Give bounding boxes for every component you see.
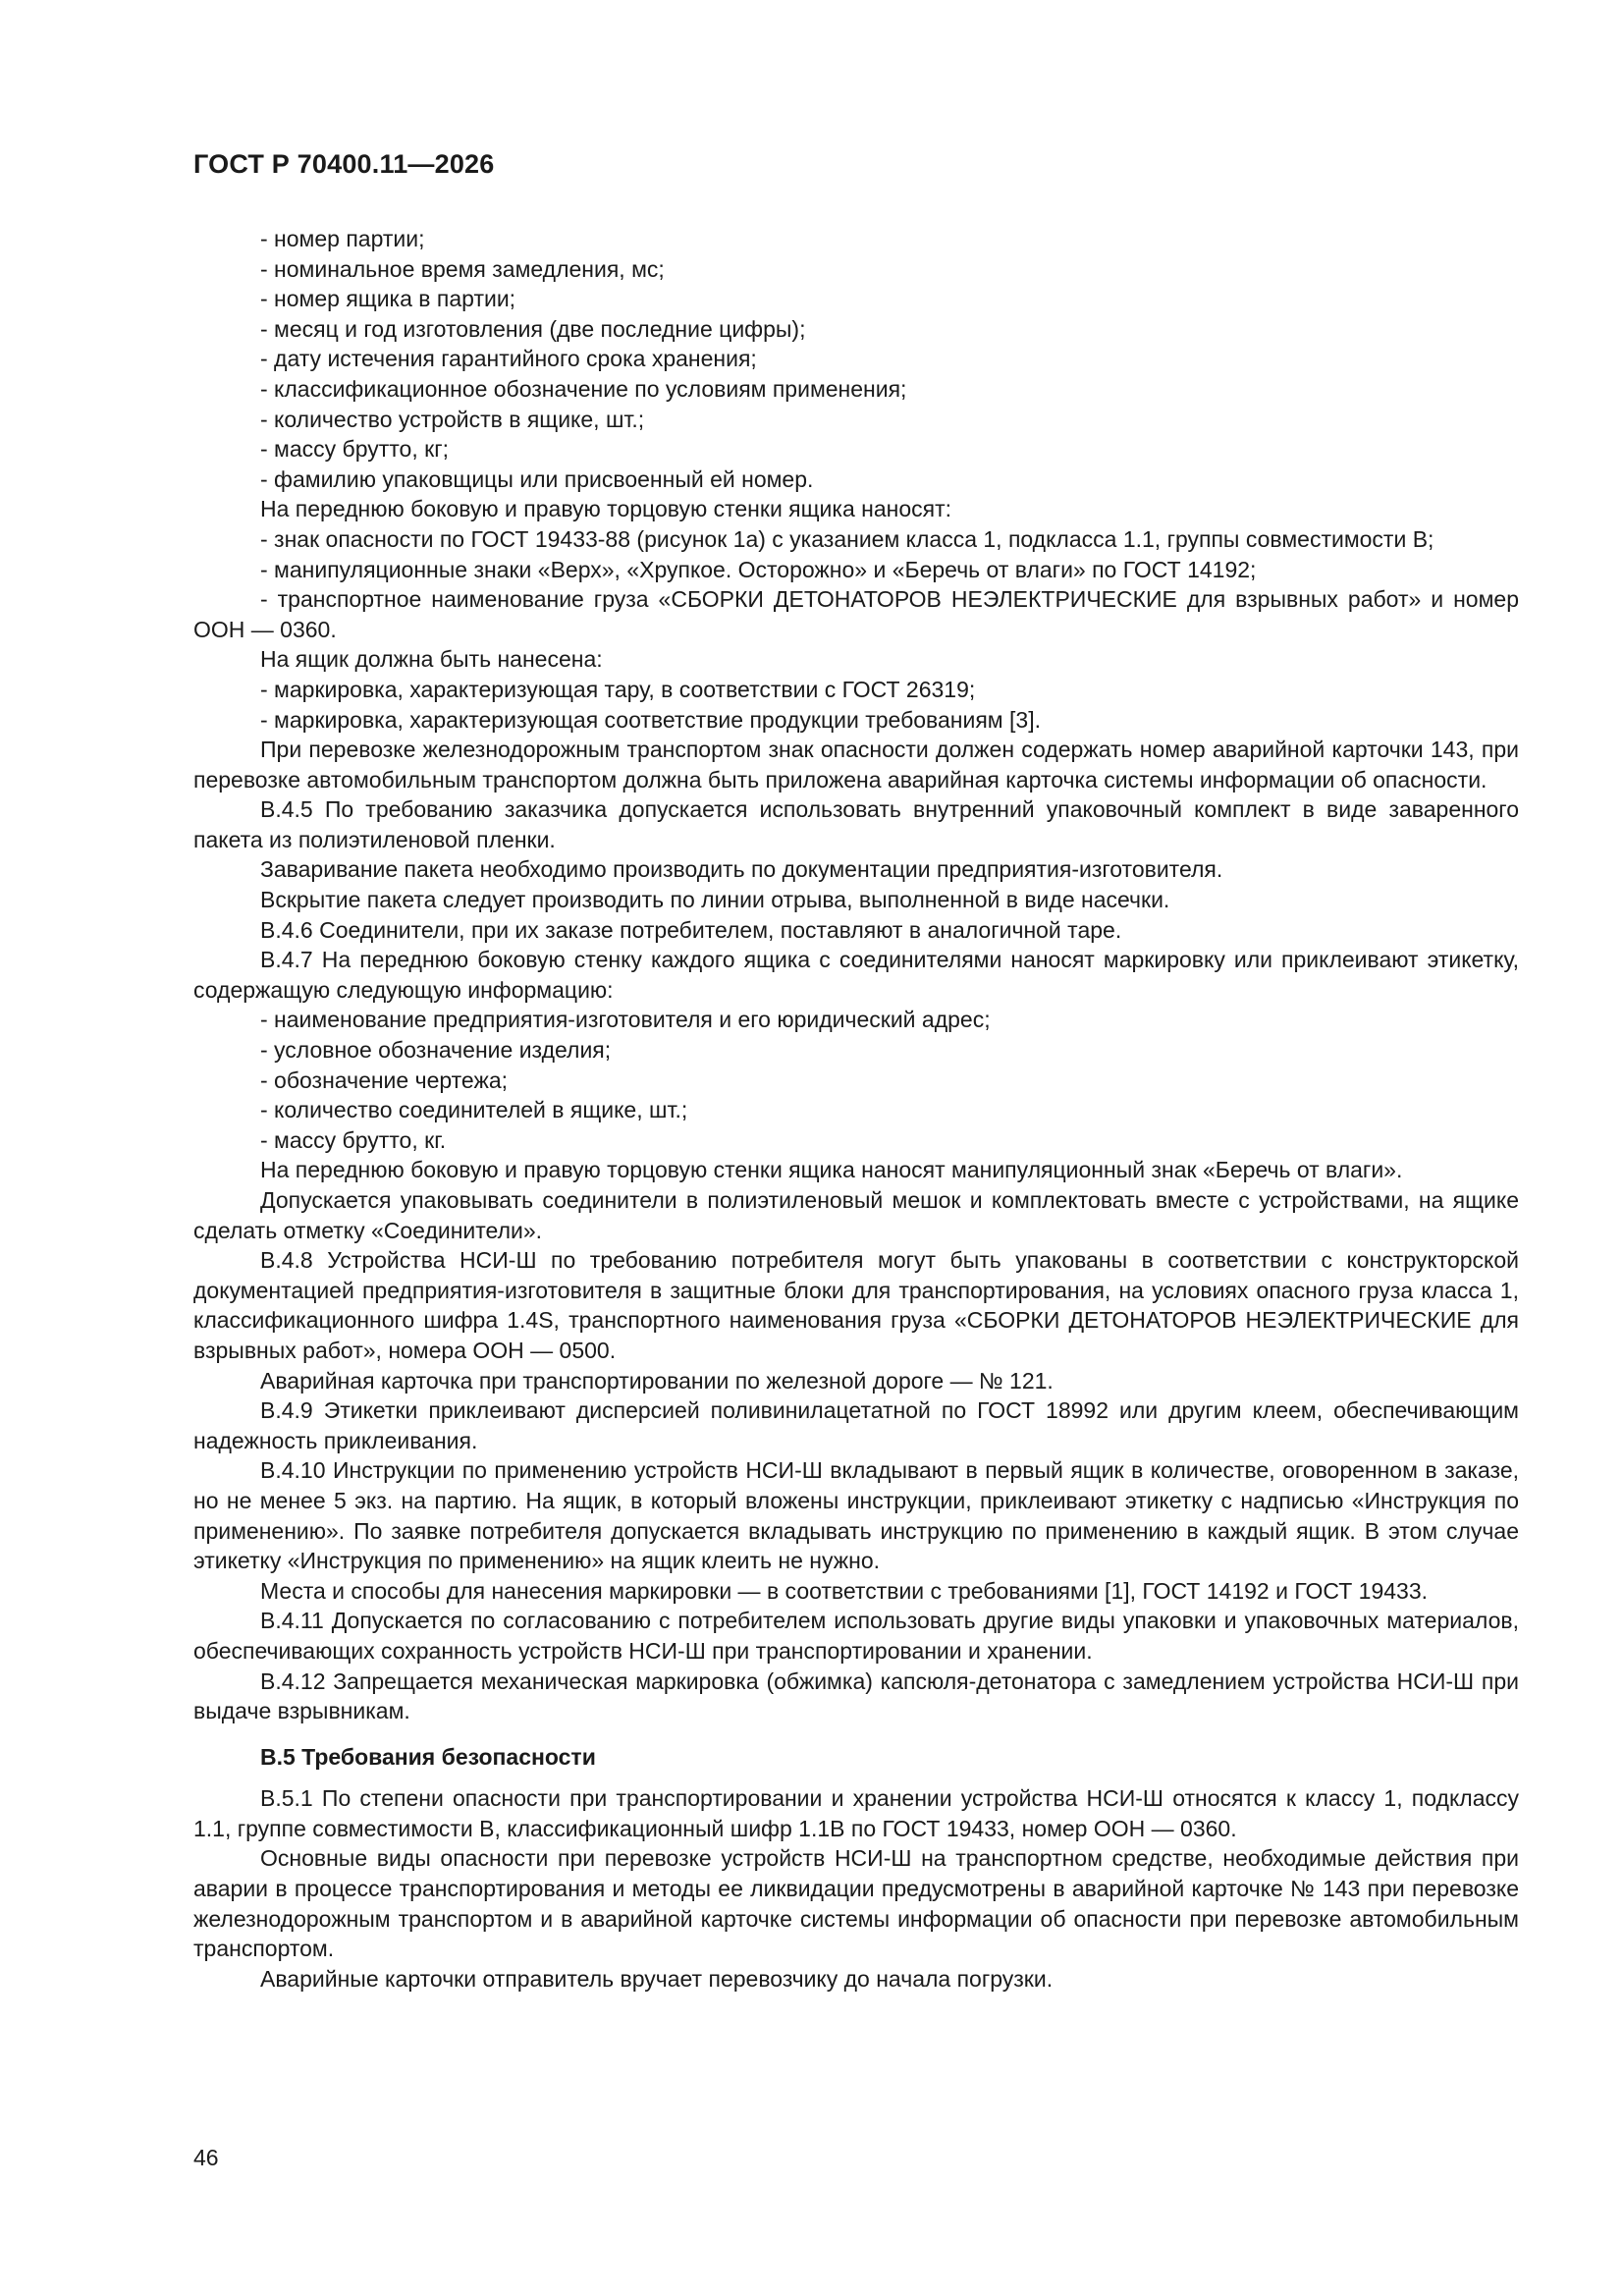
paragraph: В.4.7 На переднюю боковую стенку каждого ящика с соединителями наносят маркировку или приклеивают этикетку, содержащую следующую информацию: [193, 947, 1519, 1003]
list-item: - классификационное обозначение по условиям применения; [260, 375, 907, 402]
list-item: - номинальное время замедления, мс; [260, 255, 665, 282]
section-heading: В.5 Требования безопасности [260, 1743, 596, 1770]
list-item: - маркировка, характеризующая соответствие продукции требованиям [3]. [260, 706, 1041, 733]
paragraph: - транспортное наименование груза «СБОРКИ ДЕТОНАТОРОВ НЕЭЛЕКТРИЧЕСКИЕ для взрывных работ» и номер ООН — 0360. [193, 586, 1519, 642]
list-item: - наименование предприятия-изготовителя и его юридический адрес; [260, 1007, 991, 1033]
paragraph: Вскрытие пакета следует производить по линии отрыва, выполненной в виде насечки. [260, 887, 1170, 913]
document-code-header: ГОСТ Р 70400.11—2026 [193, 149, 495, 179]
paragraph: В.4.11 Допускается по согласованию с потребителем использовать другие виды упаковки и упаковочных материалов, обеспечивающих сохранность устройств НСИ-Ш при транспортировании и хранении. [193, 1608, 1519, 1664]
paragraph: При перевозке железнодорожным транспортом знак опасности должен содержать номер аварийной карточки 143, при перевозке автомобильным транспортом должна быть приложена аварийная карточка системы информации об опасности. [193, 737, 1519, 793]
paragraph: Основные виды опасности при перевозке устройств НСИ-Ш на транспортном средстве, необходимые действия при аварии в процессе транспортирования и методы ее ликвидации предусмотрены в аварийной карточке № 143 при перевозке железнодорожным транспортом и в аварийной карточке системы информации об опасности при перевозке автомобильным транспортом. [193, 1845, 1519, 1962]
list-item: - манипуляционные знаки «Верх», «Хрупкое. Осторожно» и «Беречь от влаги» по ГОСТ 14192; [260, 556, 1257, 582]
list-item: - условное обозначение изделия; [260, 1037, 612, 1064]
paragraph: Аварийная карточка при транспортировании по железной дороге — № 121. [260, 1367, 1054, 1394]
paragraph: На ящик должна быть нанесена: [260, 646, 603, 673]
paragraph: Аварийные карточки отправитель вручает перевозчику до начала погрузки. [260, 1965, 1054, 1992]
paragraph: Заваривание пакета необходимо производить по документации предприятия-изготовителя. [260, 856, 1223, 883]
paragraph: В.4.5 По требованию заказчика допускается использовать внутренний упаковочный комплект в виде заваренного пакета из полиэтиленовой пленки. [193, 796, 1519, 852]
body-text [193, 224, 1519, 1994]
list-item: - месяц и год изготовления (две последние цифры); [260, 315, 806, 342]
paragraph: - знак опасности по ГОСТ 19433-88 (рисунок 1а) с указанием класса 1, подкласса 1.1, группы совместимости В; [260, 525, 1434, 552]
list-item: - массу брутто, кг; [260, 436, 449, 463]
list-item: - фамилию упаковщицы или присвоенный ей номер. [260, 465, 814, 492]
paragraph: В.4.9 Этикетки приклеивают дисперсией поливинилацетатной по ГОСТ 18992 или другим клеем, обеспечивающим надежность приклеивания. [193, 1397, 1519, 1453]
page-number: 46 [193, 2145, 219, 2170]
paragraph: В.4.10 Инструкции по применению устройств НСИ-Ш вкладывают в первый ящик в количестве, оговоренном в заказе, но не менее 5 экз. на партию. На ящик, в который вложены инструкции, приклеивают этикетку с надписью «Инструкция по применению». По заявке потребителя допускается вкладывать инструкцию по применению в каждый ящик. В этом случае этикетку «Инструкция по применению» на ящик клеить не нужно. [193, 1457, 1519, 1574]
list-item: - номер ящика в партии; [260, 286, 516, 312]
list-item: - количество соединителей в ящике, шт.; [260, 1097, 688, 1123]
list-item: - номер партии; [260, 226, 425, 251]
list-item: - массу брутто, кг. [260, 1126, 447, 1153]
paragraph: В.4.6 Соединители, при их заказе потребителем, поставляют в аналогичной таре. [260, 916, 1122, 943]
paragraph: Места и способы для нанесения маркировки — в соответствии с требованиями [1], ГОСТ 14192 и ГОСТ 19433. [260, 1577, 1429, 1604]
paragraph: В.5.1 По степени опасности при транспортировании и хранении устройства НСИ-Ш относятся к классу 1, подклассу 1.1, группе совместимости В, классификационный шифр 1.1В по ГОСТ 19433, номер ООН — 0360. [193, 1785, 1519, 1841]
list-item: - количество устройств в ящике, шт.; [260, 406, 645, 432]
paragraph: В.4.8 Устройства НСИ-Ш по требованию потребителя могут быть упакованы в соответствии с конструкторской документацией предприятия-изготовителя в защитные блоки для транспортирования, на условиях опасного груза класса 1, классификационного шифра 1.4S, транспортного наименования груза «СБОРКИ ДЕТОНАТОРОВ НЕЭЛЕКТРИЧЕСКИЕ для взрывных работ», номера ООН — 0500. [193, 1247, 1519, 1363]
list-item: - обозначение чертежа; [260, 1066, 509, 1093]
list-item: - маркировка, характеризующая тару, в соответствии с ГОСТ 26319; [260, 676, 976, 702]
list-item: - дату истечения гарантийного срока хранения; [260, 346, 757, 372]
paragraph: На переднюю боковую и правую торцовую стенки ящика наносят манипуляционный знак «Беречь от влаги». [260, 1157, 1403, 1183]
paragraph: Допускается упаковывать соединители в полиэтиленовый мешок и комплектовать вместе с устройствами, на ящике сделать отметку «Соединители». [193, 1187, 1519, 1243]
paragraph: В.4.12 Запрещается механическая маркировка (обжимка) капсюля-детонатора с замедлением устройства НСИ-Ш при выдаче взрывникам. [193, 1667, 1519, 1724]
paragraph: На переднюю боковую и правую торцовую стенки ящика наносят: [260, 496, 952, 522]
